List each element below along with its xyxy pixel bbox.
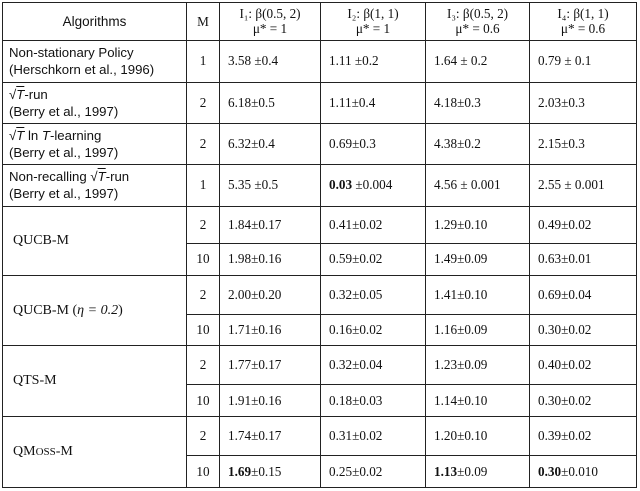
algorithm-title: QM xyxy=(13,444,36,460)
ln-text: ln xyxy=(24,127,42,143)
value-i3 xyxy=(426,456,530,488)
value-i2 xyxy=(321,164,426,206)
sqrt-var: T xyxy=(16,127,25,143)
value-i2: 0.18±0.03 xyxy=(321,385,426,417)
algorithm-name: Non-recalling √T-run (Berry et al., 1997) xyxy=(3,164,187,206)
algorithm-name xyxy=(3,40,187,82)
value-i2: 0.32±0.05 xyxy=(321,275,426,314)
value-i2: 0.69±0.3 xyxy=(321,123,426,164)
value-i3: 1.64 ± 0.2 xyxy=(426,40,530,82)
m-value: 2 xyxy=(187,207,220,244)
value-i4: 0.30±0.02 xyxy=(530,385,637,417)
instance-4-dist: I₄: β(1, 1) xyxy=(557,6,609,22)
value-i4: 0.69±0.04 xyxy=(530,275,637,314)
table-row xyxy=(3,346,637,385)
value-i4: 0.63±0.01 xyxy=(530,243,637,275)
value-i3: 1.16±0.09 xyxy=(426,314,530,346)
value-i4: 0.30±0.02 xyxy=(530,314,637,346)
value-i1 xyxy=(220,456,321,488)
algorithm-prefix: Non-recalling xyxy=(9,169,91,185)
value-error: ±0.15 xyxy=(251,463,282,479)
value-i4: 0.49±0.02 xyxy=(530,207,637,244)
value-i4: 2.55 ± 0.001 xyxy=(530,164,637,206)
value-i3: 1.29±0.10 xyxy=(426,207,530,244)
value-i1: 6.32±0.4 xyxy=(220,123,321,164)
value-i2: 0.59±0.02 xyxy=(321,243,426,275)
algorithm-title-suffix: -M xyxy=(55,444,73,460)
value-i3: 1.14±0.10 xyxy=(426,385,530,417)
header-instance-3 xyxy=(426,3,530,41)
algorithm-title: -learning xyxy=(49,127,102,143)
value-i1: 1.84±0.17 xyxy=(220,207,321,244)
algorithm-name: √T-run (Berry et al., 1997) xyxy=(3,82,187,123)
value-i1: 1.91±0.16 xyxy=(220,385,321,417)
header-m: M xyxy=(187,3,220,41)
algorithm-title: -run xyxy=(105,169,130,185)
algorithm-name xyxy=(3,417,187,488)
sqrt-var: T xyxy=(97,169,106,185)
algorithm-name: √T ln T-learning (Berry et al., 1997) xyxy=(3,123,187,164)
value-error: ±0.09 xyxy=(457,463,488,479)
value-i2: 0.31±0.02 xyxy=(321,417,426,456)
header-instance-1 xyxy=(220,3,321,41)
m-value: 2 xyxy=(187,275,220,314)
value-i4: 0.79 ± 0.1 xyxy=(530,40,637,82)
m-value: 2 xyxy=(187,82,220,123)
results-table xyxy=(2,2,637,488)
m-value: 10 xyxy=(187,385,220,417)
algorithm-name: QUCB-M xyxy=(3,207,187,276)
value-i3: 1.49±0.09 xyxy=(426,243,530,275)
algorithm-citation: (Berry et al., 1997) xyxy=(9,144,119,160)
table-row xyxy=(3,123,637,164)
algorithm-title: -run xyxy=(24,86,48,102)
sqrt-var: T xyxy=(16,86,25,102)
value-i3: 4.18±0.3 xyxy=(426,82,530,123)
header-algorithms: Algorithms xyxy=(3,3,187,41)
value-i4: 2.03±0.3 xyxy=(530,82,637,123)
m-value: 1 xyxy=(187,164,220,206)
table-row xyxy=(3,207,637,244)
value-i1: 1.98±0.16 xyxy=(220,243,321,275)
m-value: 2 xyxy=(187,346,220,385)
close-paren: ) xyxy=(118,302,123,318)
table-row xyxy=(3,164,637,206)
value-i4: 0.40±0.02 xyxy=(530,346,637,385)
best-value: 1.13 xyxy=(434,463,458,479)
algorithm-title-smallcaps: OSS xyxy=(35,446,56,459)
value-i1: 2.00±0.20 xyxy=(220,275,321,314)
best-value: 0.30 xyxy=(538,463,562,479)
algorithm-title: Non-stationary Policy xyxy=(9,45,134,61)
algorithm-name xyxy=(3,275,187,346)
eta-param: η = 0.2 xyxy=(77,302,119,318)
value-i2: 1.11 ±0.2 xyxy=(321,40,426,82)
table-row xyxy=(3,275,637,314)
value-i4: 2.15±0.3 xyxy=(530,123,637,164)
table-row xyxy=(3,40,637,82)
value-i1: 6.18±0.5 xyxy=(220,82,321,123)
value-i1: 1.77±0.17 xyxy=(220,346,321,385)
instance-1-dist: I₁: β(0.5, 2) xyxy=(239,6,301,22)
table-row xyxy=(3,417,637,456)
value-i4: 0.39±0.02 xyxy=(530,417,637,456)
instance-1-mu: μ* = 1 xyxy=(252,21,288,37)
algorithm-citation: (Herschkorn et al., 1996) xyxy=(9,62,155,78)
value-i4 xyxy=(530,456,637,488)
instance-4-mu: μ* = 0.6 xyxy=(560,21,606,37)
algorithm-title: QUCB-M ( xyxy=(13,302,78,318)
value-i2: 0.32±0.04 xyxy=(321,346,426,385)
m-value: 2 xyxy=(187,417,220,456)
instance-2-mu: μ* = 1 xyxy=(355,21,391,37)
value-i3: 4.38±0.2 xyxy=(426,123,530,164)
value-i3: 1.23±0.09 xyxy=(426,346,530,385)
algorithm-citation: (Berry et al., 1997) xyxy=(9,103,119,119)
m-value: 10 xyxy=(187,314,220,346)
value-error: ±0.004 xyxy=(352,177,393,193)
value-i1: 1.71±0.16 xyxy=(220,314,321,346)
best-value: 0.03 xyxy=(329,177,353,193)
value-i1: 1.74±0.17 xyxy=(220,417,321,456)
value-i2: 0.16±0.02 xyxy=(321,314,426,346)
m-value: 1 xyxy=(187,40,220,82)
table-row xyxy=(3,82,637,123)
value-i2: 0.41±0.02 xyxy=(321,207,426,244)
header-instance-4 xyxy=(530,3,637,41)
value-i1: 3.58 ±0.4 xyxy=(220,40,321,82)
m-value: 2 xyxy=(187,123,220,164)
instance-3-dist: I₃: β(0.5, 2) xyxy=(446,6,509,22)
value-i3: 4.56 ± 0.001 xyxy=(426,164,530,206)
value-i3: 1.41±0.10 xyxy=(426,275,530,314)
value-i2: 1.11±0.4 xyxy=(321,82,426,123)
best-value: 1.69 xyxy=(228,463,252,479)
algorithm-name: QTS-M xyxy=(3,346,187,417)
header-instance-2 xyxy=(321,3,426,41)
instance-3-mu: μ* = 0.6 xyxy=(455,21,500,37)
value-i2: 0.25±0.02 xyxy=(321,456,426,488)
value-i1: 5.35 ±0.5 xyxy=(220,164,321,206)
m-value: 10 xyxy=(187,456,220,488)
header-row xyxy=(3,3,637,41)
value-i3: 1.20±0.10 xyxy=(426,417,530,456)
m-value: 10 xyxy=(187,243,220,275)
instance-2-dist: I₂: β(1, 1) xyxy=(347,6,399,22)
algorithm-citation: (Berry et al., 1997) xyxy=(9,186,119,202)
ln-var: T xyxy=(41,127,50,143)
value-error: ±0.010 xyxy=(561,463,598,479)
